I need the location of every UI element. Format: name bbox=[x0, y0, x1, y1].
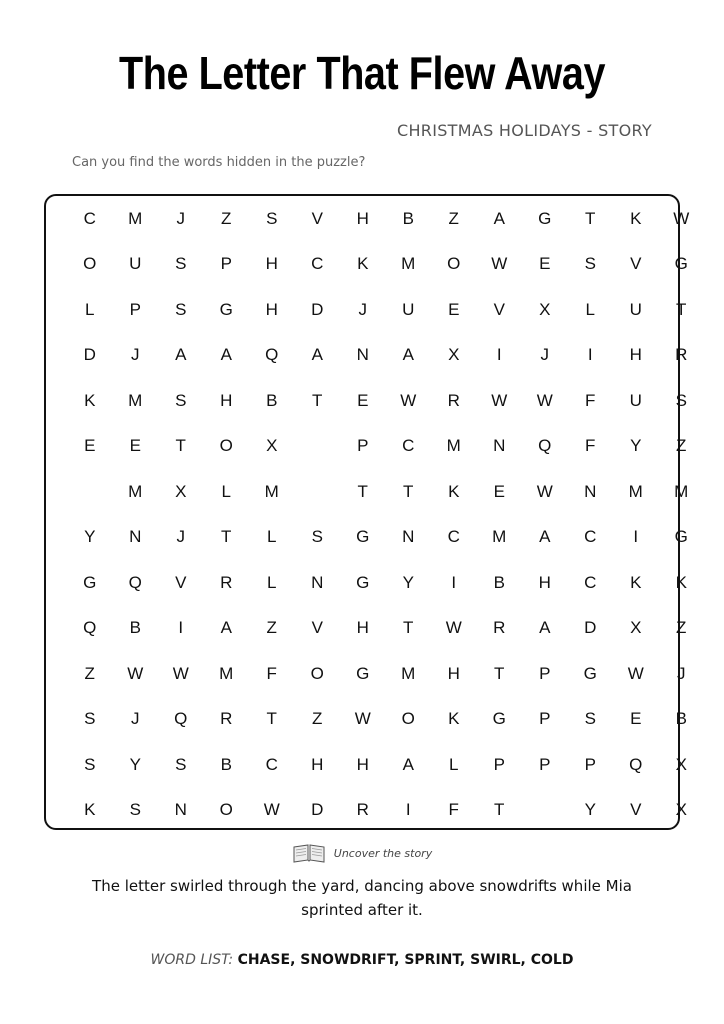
grid-cell[interactable]: S bbox=[84, 709, 96, 729]
grid-cell[interactable]: J bbox=[677, 663, 686, 683]
grid-cell[interactable]: X bbox=[675, 800, 687, 820]
grid-cell[interactable]: H bbox=[356, 618, 369, 638]
word-list-words: CHASE, SNOWDRIFT, SPRINT, SWIRL, COLD bbox=[237, 952, 574, 968]
grid-cell[interactable]: Z bbox=[676, 618, 687, 638]
grid-cell[interactable]: T bbox=[494, 663, 505, 683]
grid-cell[interactable] bbox=[295, 469, 341, 515]
grid-cell[interactable]: G bbox=[674, 254, 688, 274]
grid-cell[interactable]: A bbox=[539, 618, 551, 638]
grid-cell[interactable]: C bbox=[584, 572, 597, 592]
grid-cell[interactable]: O bbox=[401, 709, 415, 729]
grid-cell[interactable]: X bbox=[630, 618, 642, 638]
grid-cell[interactable]: Q bbox=[538, 436, 552, 456]
grid-cell[interactable]: V bbox=[630, 254, 642, 274]
grid-cell[interactable]: K bbox=[84, 800, 96, 820]
grid-cell[interactable]: B bbox=[220, 754, 232, 774]
grid-cell[interactable]: W bbox=[263, 800, 280, 820]
grid-cell[interactable]: S bbox=[584, 254, 596, 274]
grid-cell[interactable] bbox=[522, 788, 568, 834]
grid-cell[interactable]: K bbox=[357, 254, 369, 274]
grid-cell[interactable]: W bbox=[673, 208, 690, 228]
grid-cell[interactable]: B bbox=[266, 390, 278, 410]
grid-cell[interactable]: L bbox=[449, 754, 459, 774]
grid-cell[interactable]: W bbox=[354, 709, 371, 729]
grid-cell[interactable]: R bbox=[675, 345, 688, 365]
grid-cell[interactable]: N bbox=[402, 527, 415, 547]
grid-cell[interactable]: P bbox=[584, 754, 596, 774]
grid-cell[interactable]: Q bbox=[83, 618, 97, 638]
puzzle-prompt: Can you find the words hidden in the puzzle? bbox=[72, 155, 366, 170]
grid-cell[interactable]: R bbox=[493, 618, 506, 638]
grid-cell[interactable]: V bbox=[311, 618, 323, 638]
grid-cell[interactable]: K bbox=[448, 481, 460, 501]
grid-cell[interactable]: S bbox=[175, 390, 187, 410]
grid-cell[interactable]: Y bbox=[584, 800, 596, 820]
grid-cell[interactable]: L bbox=[85, 299, 95, 319]
story-text: The letter swirled through the yard, dancing above snowdrifts while Mia sprinted after it. bbox=[92, 877, 632, 919]
grid-cell[interactable]: N bbox=[129, 527, 142, 547]
grid-cell[interactable]: T bbox=[312, 390, 323, 410]
grid-cell[interactable]: W bbox=[491, 254, 508, 274]
grid-cell[interactable] bbox=[295, 424, 341, 470]
grid-cell[interactable]: G bbox=[356, 527, 370, 547]
grid-cell[interactable]: C bbox=[311, 254, 324, 274]
grid-cell[interactable]: A bbox=[493, 208, 505, 228]
grid-cell[interactable]: H bbox=[629, 345, 642, 365]
grid-cell[interactable]: S bbox=[175, 299, 187, 319]
grid-cell[interactable]: T bbox=[585, 208, 596, 228]
grid-cell[interactable]: T bbox=[357, 481, 368, 501]
grid-cell[interactable]: C bbox=[265, 754, 278, 774]
grid-cell[interactable]: K bbox=[448, 709, 460, 729]
grid-cell[interactable]: M bbox=[492, 527, 507, 547]
grid-cell[interactable]: E bbox=[357, 390, 369, 410]
grid-cell[interactable]: E bbox=[129, 436, 141, 456]
grid-cell[interactable]: M bbox=[446, 436, 461, 456]
grid-cell[interactable]: B bbox=[493, 572, 505, 592]
grid-cell[interactable]: O bbox=[447, 254, 461, 274]
grid-cell[interactable]: F bbox=[448, 800, 459, 820]
grid-cell[interactable]: Y bbox=[129, 754, 141, 774]
grid-cell[interactable]: W bbox=[127, 663, 144, 683]
grid-cell[interactable]: W bbox=[172, 663, 189, 683]
grid-cell[interactable]: E bbox=[493, 481, 505, 501]
grid-cell[interactable]: W bbox=[627, 663, 644, 683]
grid-cell[interactable]: U bbox=[629, 299, 642, 319]
grid-cell[interactable]: Z bbox=[266, 618, 277, 638]
grid-cell[interactable]: S bbox=[84, 754, 96, 774]
grid-cell[interactable]: G bbox=[583, 663, 597, 683]
uncover-story-row bbox=[0, 842, 724, 864]
grid-cell[interactable]: H bbox=[447, 663, 460, 683]
grid-cell[interactable]: S bbox=[266, 208, 278, 228]
grid-cell[interactable]: D bbox=[311, 299, 324, 319]
grid-cell[interactable]: M bbox=[128, 390, 143, 410]
grid-cell[interactable]: I bbox=[496, 345, 502, 365]
grid-cell[interactable]: S bbox=[675, 390, 687, 410]
grid-cell[interactable]: S bbox=[175, 254, 187, 274]
grid-cell[interactable]: I bbox=[633, 527, 639, 547]
grid-cell[interactable]: W bbox=[491, 390, 508, 410]
grid-cell[interactable]: R bbox=[356, 800, 369, 820]
grid-cell[interactable]: X bbox=[675, 754, 687, 774]
grid-cell[interactable]: M bbox=[219, 663, 234, 683]
grid-cell[interactable]: P bbox=[220, 254, 232, 274]
grid-cell[interactable]: X bbox=[175, 481, 187, 501]
grid-cell[interactable]: Y bbox=[84, 527, 96, 547]
grid-cell[interactable]: Y bbox=[630, 436, 642, 456]
grid-cell[interactable]: K bbox=[84, 390, 96, 410]
grid-cell[interactable]: Q bbox=[629, 754, 643, 774]
grid-cell[interactable]: H bbox=[538, 572, 551, 592]
grid-cell[interactable]: S bbox=[129, 800, 141, 820]
grid-cell[interactable]: A bbox=[402, 754, 414, 774]
grid-cell[interactable]: N bbox=[493, 436, 506, 456]
grid-cell[interactable]: H bbox=[265, 254, 278, 274]
grid-cell[interactable]: S bbox=[584, 709, 596, 729]
grid-cell[interactable]: A bbox=[311, 345, 323, 365]
grid-cell[interactable]: H bbox=[356, 208, 369, 228]
grid-cell[interactable]: L bbox=[267, 527, 277, 547]
grid-cell[interactable]: P bbox=[129, 299, 141, 319]
grid-cell[interactable]: I bbox=[405, 800, 411, 820]
grid-cell[interactable]: Q bbox=[128, 572, 142, 592]
grid-cell[interactable]: B bbox=[129, 618, 141, 638]
grid-cell[interactable]: M bbox=[401, 663, 416, 683]
grid-cell[interactable]: T bbox=[494, 800, 505, 820]
grid-cell[interactable]: Q bbox=[174, 709, 188, 729]
grid-cell[interactable]: M bbox=[674, 481, 689, 501]
grid-cell[interactable]: O bbox=[219, 800, 233, 820]
grid-cell[interactable]: O bbox=[310, 663, 324, 683]
grid-cell[interactable]: H bbox=[265, 299, 278, 319]
grid-cell[interactable]: H bbox=[311, 754, 324, 774]
grid-cell[interactable]: L bbox=[585, 299, 595, 319]
uncover-story-label: Uncover the story bbox=[333, 846, 433, 860]
grid-cell[interactable]: G bbox=[83, 572, 97, 592]
grid-cell[interactable]: T bbox=[221, 527, 232, 547]
grid-cell[interactable]: G bbox=[356, 663, 370, 683]
grid-cell[interactable]: F bbox=[266, 663, 277, 683]
grid-cell[interactable]: X bbox=[266, 436, 278, 456]
grid-cell[interactable]: G bbox=[538, 208, 552, 228]
letter-grid bbox=[67, 196, 704, 833]
grid-cell[interactable]: I bbox=[587, 345, 593, 365]
grid-cell[interactable]: M bbox=[628, 481, 643, 501]
grid-cell[interactable]: I bbox=[451, 572, 457, 592]
word-list bbox=[0, 952, 724, 968]
grid-cell[interactable]: X bbox=[539, 299, 551, 319]
grid-cell[interactable]: N bbox=[356, 345, 369, 365]
grid-cell[interactable]: A bbox=[220, 618, 232, 638]
grid-cell[interactable]: M bbox=[128, 208, 143, 228]
grid-cell[interactable]: L bbox=[221, 481, 231, 501]
grid-cell[interactable]: U bbox=[129, 254, 142, 274]
grid-cell[interactable]: I bbox=[178, 618, 184, 638]
grid-cell[interactable]: R bbox=[220, 709, 233, 729]
grid-cell[interactable]: H bbox=[356, 754, 369, 774]
grid-cell[interactable]: F bbox=[585, 390, 596, 410]
grid-cell[interactable]: N bbox=[174, 800, 187, 820]
grid-cell[interactable]: X bbox=[448, 345, 460, 365]
grid-cell[interactable]: M bbox=[128, 481, 143, 501]
grid-cell[interactable]: E bbox=[539, 254, 551, 274]
grid-cell[interactable]: V bbox=[311, 208, 323, 228]
grid-cell[interactable]: J bbox=[176, 527, 185, 547]
grid-cell[interactable]: K bbox=[675, 572, 687, 592]
grid-cell[interactable]: D bbox=[584, 618, 597, 638]
grid-cell[interactable]: R bbox=[447, 390, 460, 410]
grid-cell[interactable]: G bbox=[674, 527, 688, 547]
grid-cell[interactable]: N bbox=[311, 572, 324, 592]
grid-cell[interactable]: O bbox=[83, 254, 97, 274]
grid-cell[interactable]: M bbox=[264, 481, 279, 501]
grid-cell[interactable]: E bbox=[448, 299, 460, 319]
grid-cell[interactable]: A bbox=[175, 345, 187, 365]
grid-cell[interactable]: N bbox=[584, 481, 597, 501]
grid-cell[interactable]: P bbox=[357, 436, 369, 456]
grid-cell[interactable]: U bbox=[629, 390, 642, 410]
grid-cell[interactable]: J bbox=[131, 345, 140, 365]
grid-cell[interactable]: A bbox=[220, 345, 232, 365]
grid-cell[interactable]: F bbox=[585, 436, 596, 456]
grid-cell[interactable]: Z bbox=[84, 663, 95, 683]
grid-cell[interactable]: P bbox=[493, 754, 505, 774]
grid-cell[interactable]: L bbox=[267, 572, 277, 592]
grid-cell[interactable]: K bbox=[630, 208, 642, 228]
grid-cell[interactable]: V bbox=[630, 800, 642, 820]
grid-cell[interactable]: J bbox=[131, 709, 140, 729]
word-search-grid bbox=[44, 194, 690, 830]
grid-cell[interactable]: Z bbox=[676, 436, 687, 456]
word-list-label: WORD LIST: bbox=[150, 952, 234, 968]
grid-cell[interactable]: J bbox=[540, 345, 549, 365]
grid-cell[interactable]: J bbox=[176, 208, 185, 228]
grid-cell[interactable]: T bbox=[676, 299, 687, 319]
grid-cell[interactable]: S bbox=[175, 754, 187, 774]
grid-cell[interactable]: D bbox=[83, 345, 96, 365]
grid-cell[interactable]: P bbox=[539, 754, 551, 774]
grid-cell[interactable]: C bbox=[402, 436, 415, 456]
grid-cell[interactable]: Z bbox=[312, 709, 323, 729]
grid-cell[interactable]: V bbox=[493, 299, 505, 319]
grid-cell[interactable]: G bbox=[356, 572, 370, 592]
grid-cell[interactable]: O bbox=[219, 436, 233, 456]
grid-cell[interactable]: P bbox=[539, 709, 551, 729]
grid-cell[interactable]: S bbox=[311, 527, 323, 547]
grid-cell[interactable]: W bbox=[536, 481, 553, 501]
grid-cell[interactable]: P bbox=[539, 663, 551, 683]
grid-cell[interactable]: T bbox=[266, 709, 277, 729]
open-book-icon bbox=[292, 842, 326, 864]
grid-cell[interactable]: Z bbox=[221, 208, 232, 228]
page-title: The Letter That Flew Away bbox=[118, 47, 606, 99]
grid-cell[interactable]: U bbox=[402, 299, 415, 319]
grid-cell[interactable]: G bbox=[492, 709, 506, 729]
grid-cell[interactable]: B bbox=[402, 208, 414, 228]
grid-cell[interactable]: W bbox=[400, 390, 417, 410]
grid-cell[interactable]: W bbox=[445, 618, 462, 638]
grid-cell[interactable]: R bbox=[220, 572, 233, 592]
grid-cell[interactable]: H bbox=[220, 390, 233, 410]
grid-cell[interactable]: C bbox=[447, 527, 460, 547]
grid-cell[interactable]: E bbox=[630, 709, 642, 729]
grid-cell[interactable]: A bbox=[539, 527, 551, 547]
grid-cell[interactable]: B bbox=[675, 709, 687, 729]
grid-cell[interactable]: Q bbox=[265, 345, 279, 365]
grid-cell[interactable]: T bbox=[403, 481, 414, 501]
grid-cell[interactable]: G bbox=[219, 299, 233, 319]
grid-cell[interactable]: T bbox=[175, 436, 186, 456]
grid-cell[interactable]: D bbox=[311, 800, 324, 820]
grid-cell[interactable]: Y bbox=[402, 572, 414, 592]
grid-cell[interactable]: A bbox=[402, 345, 414, 365]
grid-cell[interactable]: C bbox=[83, 208, 96, 228]
grid-cell[interactable]: M bbox=[401, 254, 416, 274]
grid-cell[interactable]: W bbox=[536, 390, 553, 410]
page-subtitle: CHRISTMAS HOLIDAYS - STORY bbox=[396, 121, 652, 140]
grid-cell[interactable]: E bbox=[84, 436, 96, 456]
grid-cell[interactable]: Z bbox=[448, 208, 459, 228]
grid-cell[interactable]: V bbox=[175, 572, 187, 592]
grid-cell[interactable]: T bbox=[403, 618, 414, 638]
grid-cell[interactable]: J bbox=[358, 299, 367, 319]
grid-cell[interactable]: C bbox=[584, 527, 597, 547]
grid-cell[interactable]: K bbox=[630, 572, 642, 592]
grid-cell[interactable] bbox=[67, 469, 113, 515]
